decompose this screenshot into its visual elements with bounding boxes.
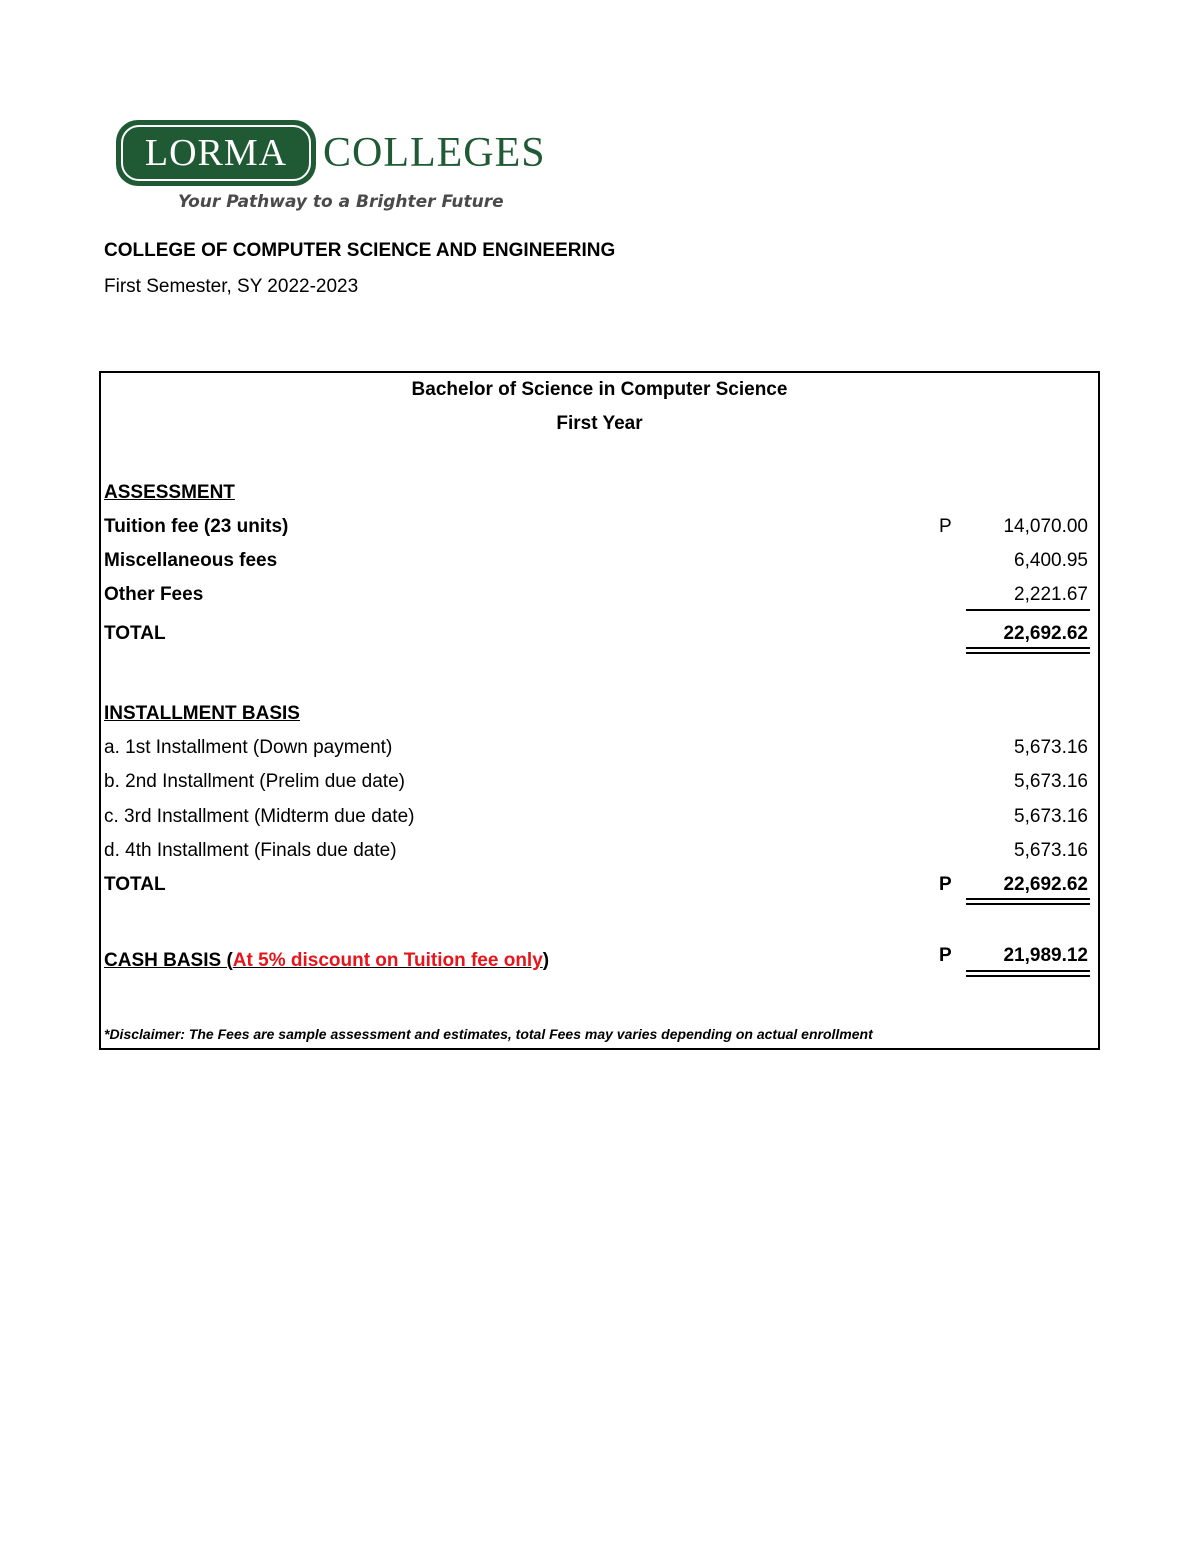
currency-symbol: P: [939, 874, 952, 895]
installment-heading-row: [101, 703, 1098, 733]
program-year: First Year: [556, 413, 643, 434]
assessment-heading: ASSESSMENT: [104, 482, 235, 503]
total-double-rule: [966, 898, 1090, 905]
installment-row-2: [101, 771, 1098, 801]
installment-heading: INSTALLMENT BASIS: [104, 703, 300, 724]
installment-amount: 5,673.16: [1014, 806, 1088, 827]
lorma-colleges-logo: [116, 118, 576, 218]
installment-amount: 5,673.16: [1014, 771, 1088, 792]
subtotal-rule: [966, 609, 1090, 611]
total-label: TOTAL: [104, 623, 166, 644]
fee-label: Other Fees: [104, 584, 204, 605]
currency-symbol: P: [939, 945, 952, 966]
semester-label: First Semester, SY 2022-2023: [104, 276, 359, 297]
currency-symbol: P: [939, 516, 952, 537]
installment-amount: 5,673.16: [1014, 737, 1088, 758]
installment-label: c. 3rd Installment (Midterm due date): [104, 806, 415, 827]
fee-row-miscellaneous: [101, 550, 1098, 580]
cash-basis-suffix: ): [542, 950, 550, 971]
logo-wordmark: COLLEGES: [323, 130, 546, 176]
installment-row-1: [101, 737, 1098, 767]
fee-row-other: [101, 584, 1098, 614]
cash-discount-note: At 5% discount on Tuition fee only: [232, 950, 543, 971]
disclaimer-text: *Disclaimer: The Fees are sample assessment and estimates, total Fees may varies depending on actual enrollment: [104, 1026, 873, 1042]
cash-basis-row: [101, 945, 1098, 980]
fee-assessment-box: [99, 371, 1100, 1050]
logo-tagline: Your Pathway to a Brighter Future: [178, 192, 504, 212]
logo-badge-text: LORMA: [121, 125, 311, 181]
cash-basis-label: [104, 950, 549, 972]
installment-total-row: [101, 874, 1098, 904]
total-amount: 22,692.62: [1003, 623, 1088, 644]
total-double-rule: [966, 647, 1090, 654]
fee-label: Miscellaneous fees: [104, 550, 278, 571]
installment-row-3: [101, 806, 1098, 836]
total-amount: 22,692.62: [1003, 874, 1088, 895]
total-label: TOTAL: [104, 874, 166, 895]
cash-amount: 21,989.12: [1003, 945, 1088, 966]
installment-amount: 5,673.16: [1014, 840, 1088, 861]
fee-amount: 2,221.67: [1014, 584, 1088, 605]
program-title: Bachelor of Science in Computer Science: [411, 379, 788, 400]
assessment-total-row: [101, 623, 1098, 653]
cash-basis-prefix: CASH BASIS (: [104, 950, 233, 971]
installment-label: d. 4th Installment (Finals due date): [104, 840, 397, 861]
installment-row-4: [101, 840, 1098, 870]
fee-row-tuition: [101, 516, 1098, 546]
logo-badge: [116, 120, 316, 186]
installment-label: a. 1st Installment (Down payment): [104, 737, 393, 758]
assessment-heading-row: [101, 482, 1098, 512]
fee-amount: 6,400.95: [1014, 550, 1088, 571]
total-double-rule: [966, 970, 1090, 977]
installment-label: b. 2nd Installment (Prelim due date): [104, 771, 405, 792]
fee-label: Tuition fee (23 units): [104, 516, 289, 537]
college-name: COLLEGE OF COMPUTER SCIENCE AND ENGINEERING: [104, 240, 616, 261]
fee-amount: 14,070.00: [1003, 516, 1088, 537]
